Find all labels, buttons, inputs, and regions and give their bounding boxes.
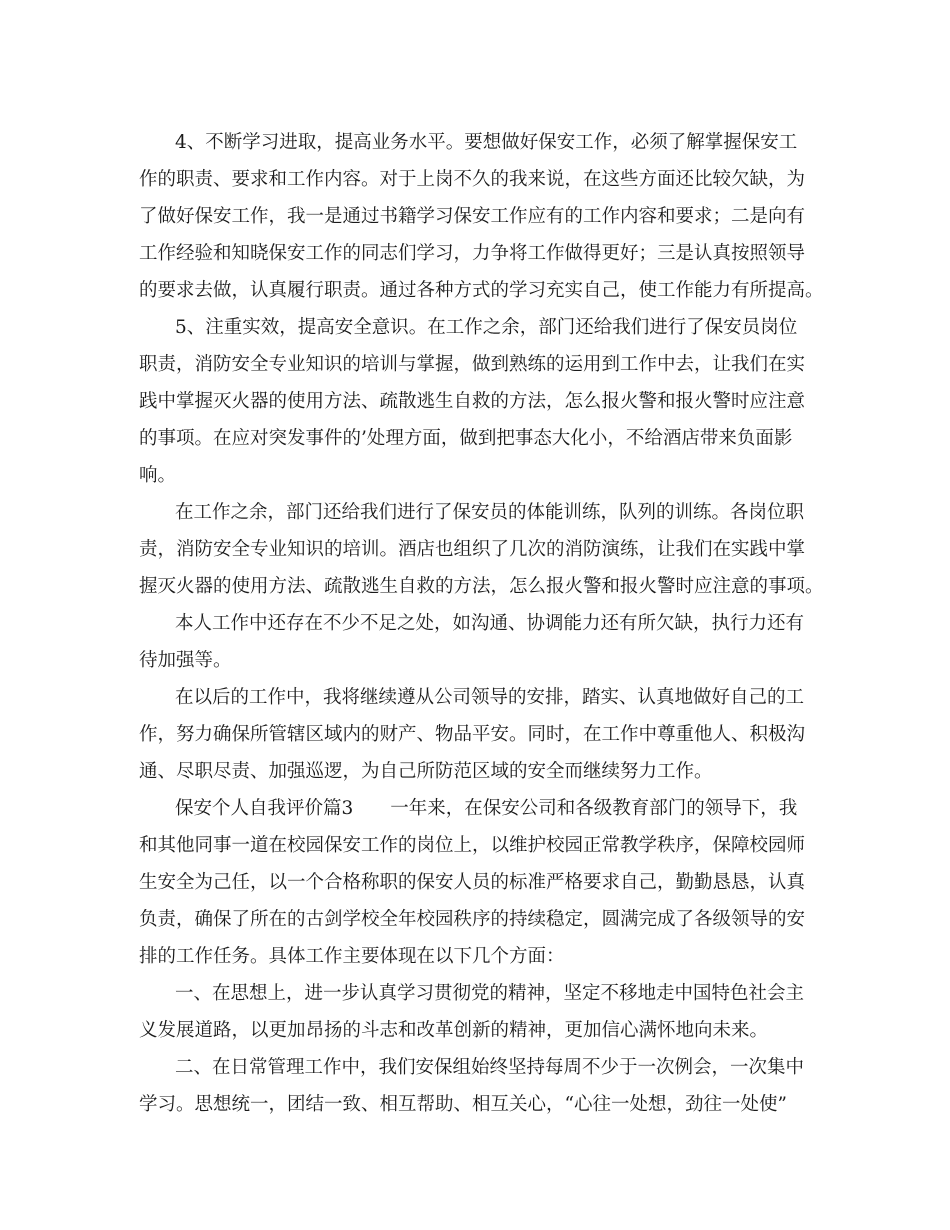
paragraph-line: 的要求去做，认真履行职责。通过各种方式的学习充实自己，使工作能力有所提高。 — [139, 280, 824, 301]
paragraph-line: 二、在日常管理工作中，我们安保组始终坚持每周不少于一次例会，一次集中 — [175, 1057, 805, 1078]
paragraph-line: 义发展道路，以更加昂扬的斗志和改革创新的精神，更加信心满怀地向未来。 — [139, 1020, 769, 1041]
paragraph-line: 排的工作任务。具体工作主要体现在以下几个方面： — [139, 946, 565, 967]
paragraph-line: 在以后的工作中，我将继续遵从公司领导的安排，踏实、认真地做好自己的工 — [175, 687, 805, 708]
paragraph-line: 学习。思想统一，团结一致、相互帮助、相互关心，“心往一处想，劲往一处使” — [139, 1094, 787, 1115]
paragraph-line: 保安个人自我评价篇3 一年来，在保安公司和各级教育部门的领导下，我 — [175, 798, 798, 819]
paragraph-line: 生安全为己任，以一个合格称职的保安人员的标准严格要求自己，勤勤恳恳，认真 — [139, 872, 806, 893]
paragraph-line: 职责，消防安全专业知识的培训与掌握，做到熟练的运用到工作中去，让我们在实 — [139, 354, 806, 375]
paragraph-line: 负责，确保了所在的古剑学校全年校园秩序的持续稳定，圆满完成了各级领导的安 — [139, 909, 806, 930]
paragraph-line: 责，消防安全专业知识的培训。酒店也组织了几次的消防演练，让我们在实践中掌 — [139, 539, 806, 560]
paragraph-line: 5、注重实效，提高安全意识。在工作之余，部门还给我们进行了保安员岗位 — [175, 317, 798, 338]
paragraph-line: 通、尽职尽责、加强巡逻，为自己所防范区域的安全而继续努力工作。 — [139, 761, 713, 782]
paragraph-line: 和其他同事一道在校园保安工作的岗位上，以维护校园正常教学秩序，保障校园师 — [139, 835, 806, 856]
paragraph-line: 响。 — [139, 465, 177, 486]
paragraph-line: 握灭火器的使用方法、疏散逃生自救的方法，怎么报火警和报火警时应注意的事项。 — [139, 576, 824, 597]
paragraph-line: 的事项。在应对突发事件的’处理方面，做到把事态大化小，不给酒店带来负面影 — [139, 428, 793, 449]
paragraph-line: 作的职责、要求和工作内容。对于上岗不久的我来说，在这些方面还比较欠缺，为 — [139, 169, 806, 190]
paragraph-line: 了做好保安工作，我一是通过书籍学习保安工作应有的工作内容和要求；二是向有 — [139, 206, 806, 227]
paragraph-line: 作，努力确保所管辖区域内的财产、物品平安。同时，在工作中尊重他人、积极沟 — [139, 724, 806, 745]
paragraph-line: 践中掌握灭火器的使用方法、疏散逃生自救的方法，怎么报火警和报火警时应注意 — [139, 391, 806, 412]
paragraph-line: 4、不断学习进取，提高业务水平。要想做好保安工作，必须了解掌握保安工 — [175, 132, 798, 153]
paragraph-line: 待加强等。 — [139, 650, 232, 671]
paragraph-line: 在工作之余，部门还给我们进行了保安员的体能训练，队列的训练。各岗位职 — [175, 502, 805, 523]
paragraph-line: 一、在思想上，进一步认真学习贯彻党的精神，坚定不移地走中国特色社会主 — [175, 983, 805, 1004]
paragraph-line: 本人工作中还存在不少不足之处，如沟通、协调能力还有所欠缺，执行力还有 — [175, 613, 805, 634]
paragraph-line: 工作经验和知晓保安工作的同志们学习，力争将工作做得更好；三是认真按照领导 — [139, 243, 806, 264]
